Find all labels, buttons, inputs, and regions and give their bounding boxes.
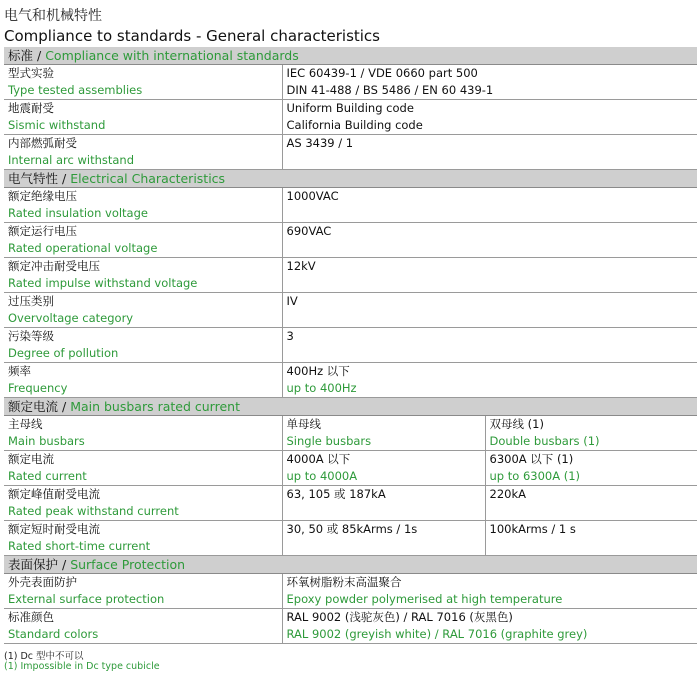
row-value: IV <box>286 294 298 308</box>
row-value: 690VAC <box>286 224 332 238</box>
section-title-cn: 额定电流 <box>8 399 59 414</box>
section-title-en: Main busbars rated current <box>70 399 240 414</box>
row-label-cn: 额定运行电压 <box>8 224 77 238</box>
row-label-cn: 标准颜色 <box>8 610 54 624</box>
row-label-en: Frequency <box>8 381 68 395</box>
footnote-en: (1) Impossible in Dc type cubicle <box>4 661 160 672</box>
row-label-en: Rated operational voltage <box>8 241 158 255</box>
cell-value-en: up to 6300A (1) <box>489 469 581 483</box>
section-header-surface: 表面保护 / Surface Protection <box>4 556 697 574</box>
page-title-cn: 电气和机械特性 <box>4 8 102 24</box>
row-label-cn: 型式实验 <box>8 66 54 80</box>
section-title-en: Compliance with international standards <box>45 48 299 63</box>
row-value: AS 3439 / 1 <box>286 136 354 150</box>
section-header-electrical: 电气特性 / Electrical Characteristics <box>4 170 697 188</box>
row-value: 3 <box>286 329 294 343</box>
row-label-en: Internal arc withstand <box>8 153 135 167</box>
cell-value-cn: 63, 105 或 187kA <box>286 487 386 501</box>
cell-value-cn: 单母线 <box>286 417 321 431</box>
row-value-en: up to 400Hz <box>286 381 357 395</box>
table-row <box>4 135 697 170</box>
row-value: IEC 60439-1 / VDE 0660 part 500 <box>286 66 478 80</box>
section-title-cn: 标准 <box>8 48 34 63</box>
row-label-en: Overvoltage category <box>8 311 134 325</box>
row-label-en: Rated insulation voltage <box>8 206 148 220</box>
row-label-en: Rated impulse withstand voltage <box>8 276 198 290</box>
table-row <box>4 223 697 258</box>
section-header-busbars: 额定电流 / Main busbars rated current <box>4 398 697 416</box>
row-label-en: Rated short-time current <box>8 539 151 553</box>
page-title-en: Compliance to standards - General characteristics <box>4 27 380 45</box>
row-label-cn: 过压类别 <box>8 294 54 308</box>
cell-value-cn: 220kA <box>489 487 526 501</box>
section-header-standards: 标准 / Compliance with international standards <box>4 47 697 65</box>
row-value-cn: RAL 9002 (浅驼灰色) / RAL 7016 (灰黑色) <box>286 610 513 624</box>
row-label-en: External surface protection <box>8 592 165 606</box>
cell-value-cn: 100kArms / 1 s <box>489 522 576 536</box>
row-label-en: Degree of pollution <box>8 346 119 360</box>
row-value-en: Epoxy powder polymerised at high temperature <box>286 592 563 606</box>
row-value: DIN 41-488 / BS 5486 / EN 60 439-1 <box>286 83 494 97</box>
row-label-cn: 内部燃弧耐受 <box>8 136 77 150</box>
cell-value-cn: 6300A 以下 (1) <box>489 452 574 466</box>
table-row <box>4 328 697 363</box>
section-title-cn: 表面保护 <box>8 557 59 572</box>
row-value-cn: 400Hz 以下 <box>286 364 350 378</box>
section-title-cn: 电气特性 <box>8 171 59 186</box>
table-row <box>4 486 697 521</box>
row-label-cn: 地震耐受 <box>8 101 54 115</box>
row-label-en: Sismic withstand <box>8 118 106 132</box>
table-row <box>4 416 697 451</box>
table-row <box>4 100 697 135</box>
row-value: California Building code <box>286 118 423 132</box>
row-value: Uniform Building code <box>286 101 414 115</box>
row-label-en: Rated current <box>8 469 87 483</box>
row-label-cn: 额定峰值耐受电流 <box>8 487 100 501</box>
row-label-en: Rated peak withstand current <box>8 504 179 518</box>
table-row <box>4 451 697 486</box>
cell-value-cn: 双母线 (1) <box>489 417 544 431</box>
table-row <box>4 574 697 609</box>
row-label-en: Standard colors <box>8 627 99 641</box>
row-label-cn: 外壳表面防护 <box>8 575 77 589</box>
row-label-cn: 额定电流 <box>8 452 54 466</box>
section-title-en: Surface Protection <box>70 557 186 572</box>
cell-value-en: Single busbars <box>286 434 372 448</box>
cell-value-en: up to 4000A <box>286 469 358 483</box>
row-value-cn: 环氧树脂粉末高温聚合 <box>286 575 402 589</box>
table-row <box>4 65 697 100</box>
table-row <box>4 188 697 223</box>
table-row <box>4 293 697 328</box>
row-label-cn: 主母线 <box>8 417 43 431</box>
table-row <box>4 363 697 398</box>
row-value: 1000VAC <box>286 189 339 203</box>
row-label-cn: 污染等级 <box>8 329 54 343</box>
row-label-en: Type tested assemblies <box>8 83 143 97</box>
row-label-cn: 频率 <box>8 364 31 378</box>
table-row <box>4 609 697 644</box>
section-title-en: Electrical Characteristics <box>70 171 226 186</box>
cell-value-en: Double busbars (1) <box>489 434 600 448</box>
row-label-cn: 额定冲击耐受电压 <box>8 259 100 273</box>
row-value: 12kV <box>286 259 316 273</box>
cell-value-cn: 30, 50 或 85kArms / 1s <box>286 522 418 536</box>
footnote-cn: (1) Dc 型中不可以 <box>4 651 84 662</box>
cell-value-cn: 4000A 以下 <box>286 452 351 466</box>
characteristics-table <box>4 47 697 644</box>
row-label-cn: 额定短时耐受电流 <box>8 522 100 536</box>
table-row <box>4 521 697 556</box>
table-row <box>4 258 697 293</box>
row-label-en: Main busbars <box>8 434 85 448</box>
row-label-cn: 额定绝缘电压 <box>8 189 77 203</box>
row-value-en: RAL 9002 (greyish white) / RAL 7016 (graphite grey) <box>286 627 588 641</box>
